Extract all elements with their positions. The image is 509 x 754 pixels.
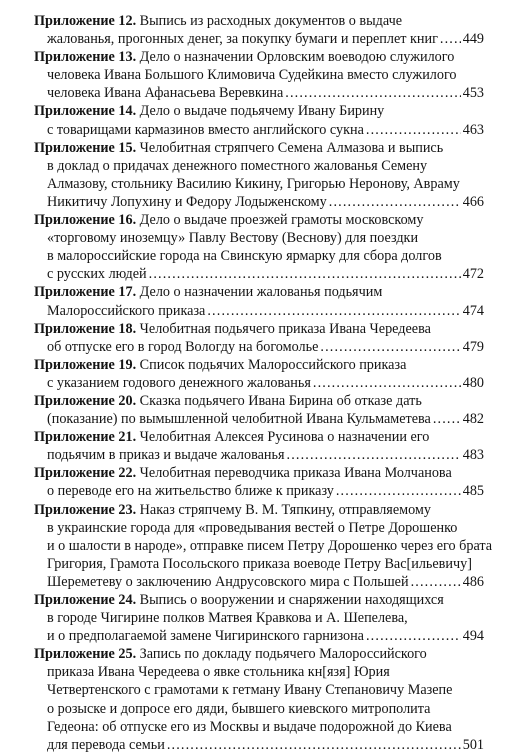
toc-entry — [34, 428, 484, 464]
entry-title-text: Челобитная переводчика приказа Ивана Молчанова — [139, 465, 452, 482]
dot-leader — [431, 410, 461, 428]
entry-title-text: приказа Ивана Чередеева о явке стольника кн[язя] Юрия — [47, 664, 390, 681]
entry-title-text: в украинские города для «проведывания вестей о Петре Дорошенко — [47, 519, 458, 536]
appendix-label: Приложение 18. — [34, 320, 137, 337]
toc-entry-line — [34, 12, 484, 30]
entry-title-text: Список подьячих Малороссийского приказа — [139, 356, 407, 373]
toc-entry-line — [34, 211, 484, 229]
toc-entry-line — [34, 392, 484, 410]
appendix-label: Приложение 13. — [34, 49, 137, 66]
toc-entry-line — [34, 102, 484, 120]
entry-title-text: Дело о назначении Орловским воеводою служилого — [139, 49, 455, 66]
table-of-contents — [34, 12, 493, 754]
entry-title-text: Шереметеву о заключению Андрусовского мира с Польшей — [47, 573, 409, 590]
appendix-label: Приложение 22. — [34, 465, 137, 482]
toc-entry-line — [34, 627, 484, 645]
dot-leader — [318, 338, 460, 356]
page-number: 485 — [462, 483, 484, 500]
toc-entry-line — [34, 157, 484, 175]
appendix-label: Приложение 25. — [34, 646, 137, 663]
dot-leader — [205, 302, 460, 320]
toc-entry-line — [34, 464, 484, 482]
appendix-label: Приложение 21. — [34, 429, 137, 446]
page-number: 501 — [462, 736, 484, 753]
toc-entry-line — [34, 501, 484, 519]
entry-title-text: об отпуске его в город Вологду на богомолье — [47, 338, 319, 355]
toc-entry-line — [34, 283, 484, 301]
page-number: 466 — [462, 193, 484, 210]
page-number: 449 — [462, 31, 484, 48]
toc-entry — [34, 102, 484, 138]
entry-title-text: Дело о выдаче подьячему Ивану Бирину — [139, 103, 385, 120]
page-number: 480 — [462, 374, 484, 391]
entry-title-text: Запись по докладу подьячего Малороссийского — [139, 646, 427, 663]
appendix-label: Приложение 12. — [34, 13, 137, 29]
toc-entry-line — [34, 609, 484, 627]
entry-title-text: Сказка подьячего Ивана Бирина об отказе дать — [139, 392, 422, 409]
entry-title-text: в доклад о придачах денежного поместного жалованья Семену — [47, 157, 428, 174]
toc-entry-line — [34, 573, 484, 591]
entry-title-text: в городе Чигирине полков Матвея Кравкова и А. Шепелева, — [47, 610, 408, 627]
toc-entry-line — [34, 30, 484, 48]
toc-entry-line — [34, 718, 484, 736]
dot-leader — [364, 121, 461, 139]
appendix-label: Приложение 19. — [34, 356, 137, 373]
toc-entry-line — [34, 139, 484, 157]
toc-entry-line — [34, 482, 484, 500]
page-number: 474 — [462, 302, 484, 319]
toc-entry-line — [34, 338, 484, 356]
toc-entry — [34, 211, 484, 283]
entry-title-text: «торговому иноземцу» Павлу Вестову (Веснову) для поездки — [47, 230, 419, 247]
appendix-label: Приложение 16. — [34, 212, 137, 229]
page-number: 483 — [462, 447, 484, 464]
appendix-label: Приложение 17. — [34, 284, 137, 301]
dot-leader — [409, 573, 461, 591]
toc-entry — [34, 464, 484, 500]
toc-entry-line — [34, 175, 484, 193]
toc-entry-line — [34, 736, 484, 754]
toc-entry-line — [34, 410, 484, 428]
dot-leader — [285, 446, 461, 464]
page-number: 494 — [462, 628, 484, 645]
appendix-label: Приложение 20. — [34, 392, 137, 409]
entry-title-text: Наказ стряпчему В. М. Тяпкину, отправляемому — [139, 501, 432, 518]
toc-entry-line — [34, 428, 484, 446]
entry-title-text: с русских людей — [47, 266, 147, 283]
toc-entry — [34, 356, 484, 392]
appendix-label: Приложение 23. — [34, 501, 137, 518]
entry-title-text: человека Ивана Афанасьева Веревкина — [47, 85, 284, 102]
toc-entry — [34, 320, 484, 356]
appendix-label: Приложение 14. — [34, 103, 137, 120]
toc-entry-line — [34, 555, 484, 573]
entry-title-text: Григория, Грамота Посольского приказа воеводе Петру Вас[ильевичу] — [47, 555, 472, 572]
toc-entry-line — [34, 374, 484, 392]
entry-title-text: (показание) по вымышленной челобитной Ивана Кульмаметева — [47, 411, 431, 428]
entry-title-text: подьячим в приказ и выдаче жалованья — [47, 447, 285, 464]
entry-title-text: Дело о выдаче проезжей грамоты московскому — [139, 212, 424, 229]
dot-leader — [438, 30, 461, 48]
toc-entry — [34, 392, 484, 428]
toc-entry-line — [34, 320, 484, 338]
entry-title-text: Выпись о вооружении и снаряжении находящихся — [139, 592, 444, 608]
page-number: 482 — [462, 411, 484, 428]
toc-entry-line — [34, 66, 484, 84]
toc-entry-line — [34, 356, 484, 374]
entry-title-text: Выпись из расходных документов о выдаче — [139, 13, 403, 29]
page-number: 479 — [462, 338, 484, 355]
entry-title-text: о переводе его на житьельство ближе к приказу — [47, 483, 334, 500]
toc-entry-line — [34, 645, 484, 663]
appendix-label: Приложение 15. — [34, 139, 137, 156]
toc-entry — [34, 12, 484, 48]
toc-entry-line — [34, 48, 484, 66]
entry-title-text: Алмазову, стольнику Василию Кикину, Григорью Неронову, Авраму — [47, 175, 460, 192]
entry-title-text: Никитичу Лопухину и Федору Лодыженскому — [47, 193, 327, 210]
entry-title-text: Челобитная Алексея Русинова о назначении его — [139, 429, 430, 446]
toc-entry-line — [34, 446, 484, 464]
entry-title-text: и о предполагаемой замене Чигиринского гарнизона — [47, 628, 364, 645]
toc-entry — [34, 501, 493, 591]
entry-title-text: Челобитная стряпчего Семена Алмазова и выпись — [139, 139, 444, 156]
appendix-label: Приложение 24. — [34, 592, 137, 608]
page-number: 463 — [462, 121, 484, 138]
toc-entry — [34, 283, 484, 319]
dot-leader — [283, 84, 460, 102]
entry-title-text: Челобитная подьячего приказа Ивана Чередеева — [139, 320, 431, 337]
entry-title-text: для перевода семьи — [47, 736, 165, 753]
page-number: 486 — [462, 573, 484, 590]
entry-title-text: с товарищами кармазинов вместо английского сукна — [47, 121, 364, 138]
entry-title-text: о розыске и допросе его дяди, бывшего киевского митрополита — [47, 700, 431, 717]
toc-entry-line — [34, 537, 493, 555]
toc-entry-line — [34, 229, 484, 247]
page-number: 472 — [462, 266, 484, 283]
toc-entry — [34, 139, 484, 211]
entry-title-text: Малороссийского приказа — [47, 302, 206, 319]
toc-entry-line — [34, 663, 484, 681]
entry-title-text: и о шалости в народе», отправке писем Петру Дорошенко через его брата — [47, 537, 493, 554]
dot-leader — [147, 265, 461, 283]
entry-title-text: Дело о назначении жалованья подьячим — [139, 284, 383, 301]
page-number: 453 — [462, 85, 484, 102]
toc-entry-line — [34, 591, 484, 609]
dot-leader — [165, 736, 461, 754]
toc-entry-line — [34, 265, 484, 283]
entry-title-text: Четвертенского с грамотами к гетману Ивану Степановичу Мазепе — [47, 682, 453, 699]
toc-entry-line — [34, 302, 484, 320]
entry-title-text: человека Ивана Большого Климовича Судейкина вместо служилого — [47, 67, 457, 84]
toc-entry-line — [34, 247, 484, 265]
toc-entry — [34, 591, 484, 645]
toc-entry-line — [34, 84, 484, 102]
toc-entry-line — [34, 700, 484, 718]
entry-title-text: в малороссийские города на Свинскую ярмарку для сбора долгов — [47, 248, 442, 265]
dot-leader — [311, 374, 461, 392]
toc-entry — [34, 48, 484, 102]
toc-entry-line — [34, 519, 484, 537]
toc-entry-line — [34, 121, 484, 139]
dot-leader — [327, 193, 461, 211]
entry-title-text: жалованья, прогонных денег, за покупку бумаги и переплет книг — [47, 31, 438, 48]
entry-title-text: Гедеона: об отпуске его из Москвы и выдаче подорожной до Киева — [47, 718, 452, 735]
toc-entry-line — [34, 193, 484, 211]
entry-title-text: с указанием годового денежного жалованья — [47, 374, 311, 391]
dot-leader — [364, 627, 461, 645]
toc-entry-line — [34, 681, 484, 699]
dot-leader — [334, 482, 461, 500]
